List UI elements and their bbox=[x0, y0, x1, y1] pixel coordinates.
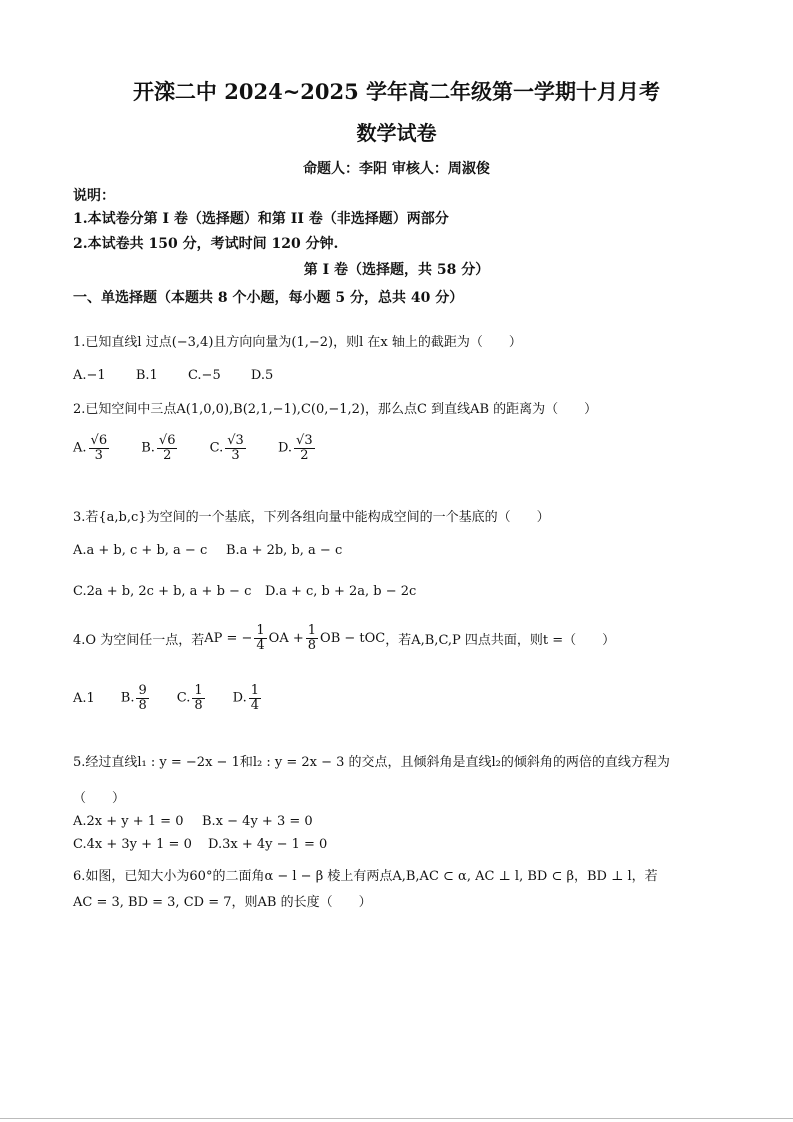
q2-option-b-den: 2 bbox=[163, 447, 172, 463]
q4-option-d-den: 4 bbox=[250, 697, 260, 713]
q4-frac2-den: 8 bbox=[307, 637, 317, 653]
q2-option-d-label: D. bbox=[277, 440, 293, 456]
authors-line: 命题人：李阳 审核人：周淑俊 bbox=[303, 161, 490, 177]
q2-option-d-frac bbox=[294, 434, 315, 462]
q4-option-c-label: C. bbox=[176, 690, 191, 706]
q3-option-a: A.a + b, c + b, a − c bbox=[73, 543, 208, 558]
q1-option-b: B.1 bbox=[135, 368, 158, 383]
q2-option-a-num: √6 bbox=[90, 433, 108, 448]
q2-option-d-den: 2 bbox=[300, 447, 309, 463]
q6-line1: 6.如图，已知大小为60°的二面角α − l − β 棱上有两点A,B,AC ⊂ α, AC ⊥ l, BD ⊂ β，BD ⊥ l，若 bbox=[73, 869, 658, 884]
q1-options bbox=[73, 368, 299, 383]
q4-option-d-frac bbox=[249, 684, 261, 712]
q2-option-d-num: √3 bbox=[296, 433, 313, 448]
section-heading: 一、单选择题（本题共 8 个小题，每小题 5 分，总共 40 分） bbox=[73, 290, 464, 306]
q3-option-d: D.a + c, b + 2a, b − 2c bbox=[265, 584, 417, 599]
notes-label: 说明： bbox=[73, 188, 115, 204]
q4-stem-post: ，若A,B,C,P 四点共面，则t =（ ） bbox=[385, 632, 616, 648]
q2-option-b-num: √6 bbox=[158, 433, 176, 448]
q4-frac1-den: 4 bbox=[256, 637, 265, 653]
q2-option-a-frac bbox=[89, 434, 110, 462]
note-item-2: 2.本试卷共 150 分，考试时间 120 分钟. bbox=[73, 236, 339, 252]
q2-option-a-label: A. bbox=[73, 440, 87, 456]
q1-option-a: A.−1 bbox=[73, 368, 106, 383]
q5-option-d: D.3x + 4y − 1 = 0 bbox=[208, 837, 328, 852]
q3-option-c: C.2a + b, 2c + b, a + b − c bbox=[73, 584, 252, 599]
q1-option-c: C.−5 bbox=[187, 368, 221, 383]
q4-option-a: A.1 bbox=[73, 690, 95, 706]
q5-stem: 5.经过直线l₁ : y = −2x − 1和l₂ : y = 2x − 3 的交点，且倾斜角是直线l₂的倾斜角的两倍的直线方程为 bbox=[73, 755, 670, 770]
q4-stem-pre: 4.O 为空间任一点，若 bbox=[73, 632, 205, 648]
q5-option-c: C.4x + 3y + 1 = 0 bbox=[73, 837, 192, 852]
q4-option-c bbox=[177, 684, 207, 712]
exam-subtitle: 数学试卷 bbox=[356, 121, 437, 145]
q4-option-b-num: 9 bbox=[138, 683, 147, 698]
q4-frac1-num: 1 bbox=[256, 623, 265, 638]
q6-line2: AC = 3, BD = 3, CD = 7，则AB 的长度（ ） bbox=[73, 895, 372, 910]
q2-option-a-den: 3 bbox=[94, 447, 103, 463]
q2-option-b bbox=[141, 434, 179, 462]
q4-vec-expr: AP = − bbox=[204, 630, 253, 646]
q5-paren: （ ） bbox=[73, 791, 126, 806]
q2-option-c-frac bbox=[225, 434, 246, 462]
q2-option-c-num: √3 bbox=[227, 433, 244, 448]
q2-option-c-den: 3 bbox=[231, 447, 240, 463]
q2-option-b-frac bbox=[157, 434, 178, 462]
q2-option-d bbox=[278, 434, 317, 462]
q4-vec-mid: OA + bbox=[268, 630, 304, 646]
note-item-1: 1.本试卷分第 I 卷（选择题）和第 II 卷（非选择题）两部分 bbox=[73, 211, 449, 227]
exam-title: 开滦二中 2024~2025 学年高二年级第一学期十月月考 bbox=[132, 79, 661, 104]
page-bottom-rule bbox=[0, 1118, 793, 1119]
q4-option-c-den: 8 bbox=[194, 697, 203, 713]
q2-option-c-label: C. bbox=[209, 440, 224, 456]
q1-option-d: D.5 bbox=[250, 368, 274, 383]
q4-frac2 bbox=[306, 624, 318, 652]
q4-vec-end: OB − tOC bbox=[320, 630, 386, 646]
q2-option-c bbox=[210, 434, 248, 462]
q4-option-d-label: D. bbox=[232, 690, 247, 706]
q5-option-b: B.x − 4y + 3 = 0 bbox=[202, 814, 313, 829]
q3-option-b: B.a + 2b, b, a − c bbox=[226, 543, 343, 558]
q4-option-d bbox=[233, 684, 263, 712]
q4-stem bbox=[73, 624, 615, 652]
q4-option-d-num: 1 bbox=[250, 683, 260, 698]
q4-option-b-den: 8 bbox=[138, 697, 147, 713]
q4-option-b bbox=[121, 684, 151, 712]
q4-option-c-num: 1 bbox=[194, 683, 203, 698]
q2-stem: 2.已知空间中三点A(1,0,0),B(2,1,−1),C(0,−1,2)，那么点C 到直线AB 的距离为（ ） bbox=[73, 402, 598, 417]
q4-option-b-label: B. bbox=[120, 690, 135, 706]
q4-options bbox=[73, 684, 289, 712]
q3-stem: 3.若{a,b,c}为空间的一个基底，下列各组向量中能构成空间的一个基底的（ ） bbox=[73, 510, 550, 525]
part1-heading: 第 I 卷（选择题，共 58 分） bbox=[303, 262, 490, 278]
q4-option-b-frac bbox=[136, 684, 148, 712]
q4-frac2-num: 1 bbox=[307, 623, 317, 638]
q4-frac1 bbox=[254, 624, 266, 652]
q2-option-a bbox=[73, 434, 111, 462]
q5-option-a: A.2x + y + 1 = 0 bbox=[73, 814, 184, 829]
q2-options bbox=[73, 434, 343, 462]
q1-stem: 1.已知直线l 过点(−3,4)且方向向量为(1,−2)，则l 在x 轴上的截距为（ ） bbox=[73, 335, 522, 350]
q4-option-c-frac bbox=[192, 684, 204, 712]
q2-option-b-label: B. bbox=[141, 440, 155, 456]
